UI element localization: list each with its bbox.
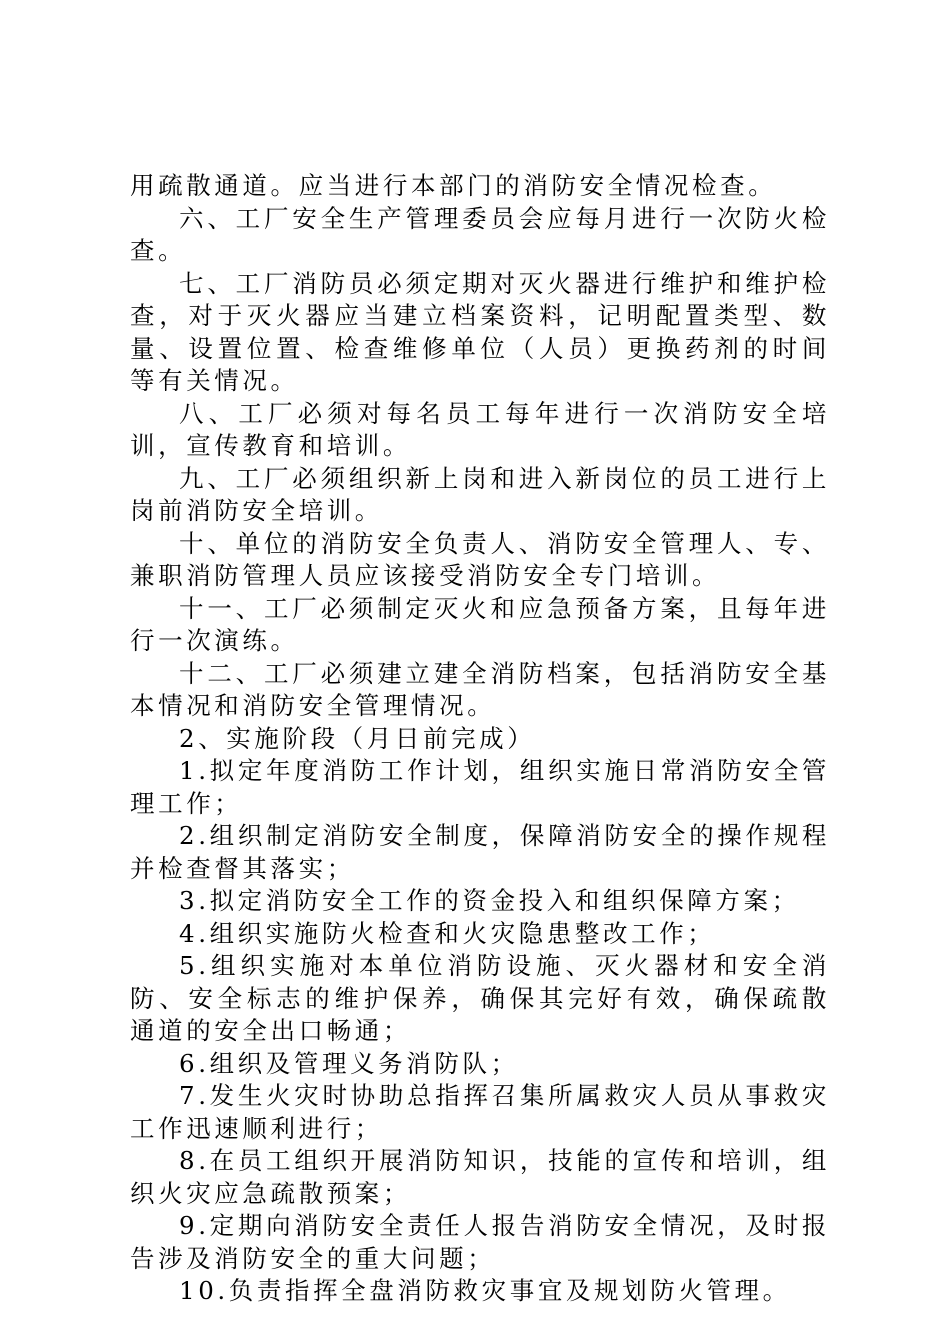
- paragraph-item-8: 八、工厂必须对每名员工每年进行一次消防安全培训，宣传教育和培训。: [130, 398, 830, 460]
- section-heading-implementation: 2、实施阶段（月日前完成）: [179, 723, 536, 753]
- list-item-5: 5.组织实施对本单位消防设施、灭火器材和安全消防、安全标志的维护保养，确保其完好有效，确保疏散通道的安全出口畅通；: [130, 951, 830, 1045]
- list-item-7: 7.发生火灾时协助总指挥召集所属救灾人员从事救灾工作迅速顺利进行；: [130, 1081, 830, 1143]
- list-item-1: 1.拟定年度消防工作计划，组织实施日常消防安全管理工作；: [130, 756, 830, 818]
- list-item-10: 10.负责指挥全盘消防救灾事宜及规划防火管理。: [179, 1276, 791, 1305]
- document-page: [130, 170, 830, 1308]
- list-item-3: 3.拟定消防安全工作的资金投入和组织保障方案；: [179, 886, 800, 915]
- paragraph-item-7: 七、工厂消防员必须定期对灭火器进行维护和维护检查，对于灭火器应当建立档案资料，记明配置类型、数量、设置位置、检查维修单位（人员）更换药剂的时间等有关情况。: [130, 268, 830, 395]
- list-item-6: 6.组织及管理义务消防队；: [179, 1048, 519, 1078]
- paragraph-item-6: 六、工厂安全生产管理委员会应每月进行一次防火检查。: [130, 203, 830, 265]
- list-item-4: 4.组织实施防火检查和火灾隐患整改工作；: [179, 918, 716, 948]
- list-item-2: 2.组织制定消防安全制度，保障消防安全的操作规程并检查督其落实；: [130, 821, 830, 883]
- list-item-9: 9.定期向消防安全责任人报告消防安全情况，及时报告涉及消防安全的重大问题；: [130, 1211, 830, 1273]
- paragraph-item-12: 十二、工厂必须建立建全消防档案，包括消防安全基本情况和消防安全管理情况。: [130, 658, 830, 720]
- paragraph-item-10: 十、单位的消防安全负责人、消防安全管理人、专、兼职消防管理人员应该接受消防安全专门培训。: [130, 528, 830, 590]
- list-item-8: 8.在员工组织开展消防知识，技能的宣传和培训，组织火灾应急疏散预案；: [130, 1146, 830, 1208]
- paragraph-continuation: 用疏散通道。应当进行本部门的消防安全情况检查。: [130, 171, 777, 200]
- paragraph-item-9: 九、工厂必须组织新上岗和进入新岗位的员工进行上岗前消防安全培训。: [130, 463, 830, 525]
- paragraph-item-11: 十一、工厂必须制定灭火和应急预备方案，且每年进行一次演练。: [130, 593, 830, 655]
